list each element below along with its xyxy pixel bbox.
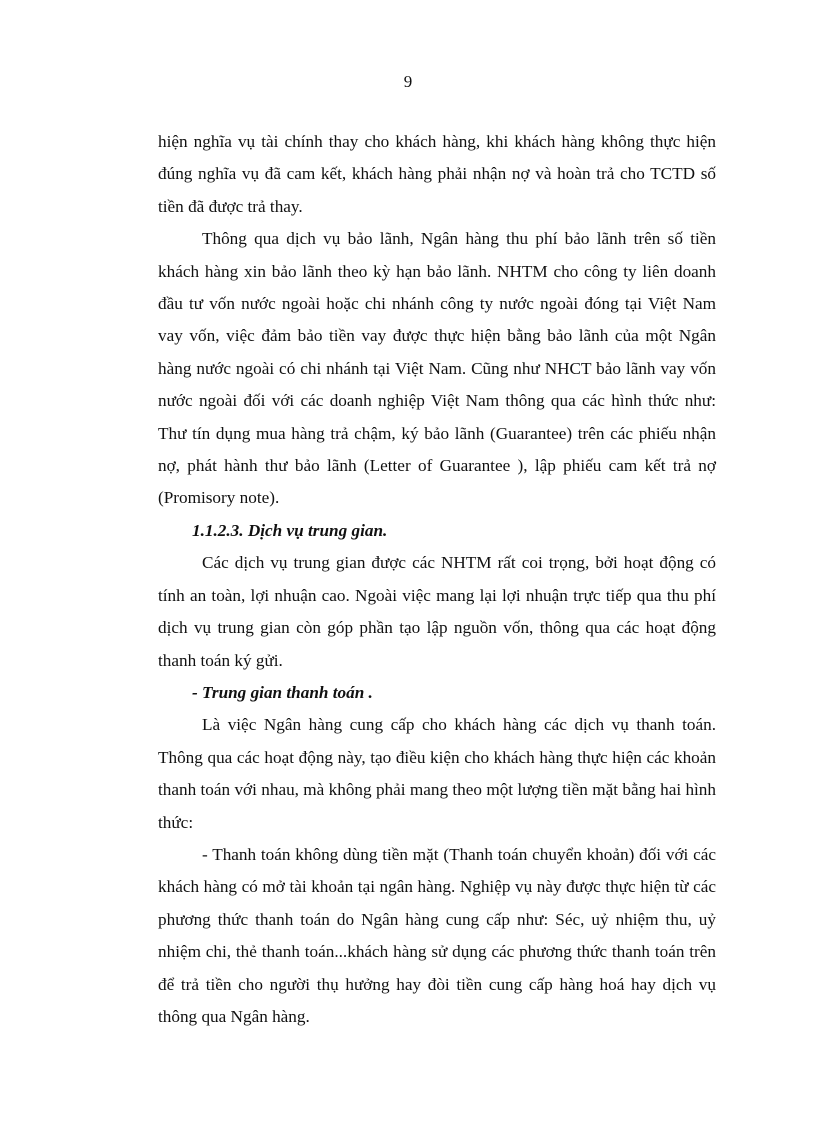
subheading-payment-intermediary: - Trung gian thanh toán . (192, 682, 373, 702)
section-heading-intermediary-services: 1.1.2.3. Dịch vụ trung gian. (192, 520, 388, 540)
paragraph-cashless-payment: - Thanh toán không dùng tiền mặt (Thanh toán chuyển khoản) đối với các khách hàng có mở tài khoản tại ngân hàng. Nghiệp vụ này được thực hiện từ các phương thức thanh toán do Ngân hàng cung cấp như: Séc, uỷ nhiệm thu, uỷ nhiệm chi, thẻ thanh toán...khách hàng sử dụng các phương thức thanh toán trên để trả tiền cho người thụ hưởng hay đòi tiền cung cấp hàng hoá hay dịch vụ thông qua Ngân hàng. (158, 844, 716, 1026)
document-body (158, 126, 716, 1033)
paragraph-guarantee-fees: Thông qua dịch vụ bảo lãnh, Ngân hàng thu phí bảo lãnh trên số tiền khách hàng xin bảo lãnh theo kỳ hạn bảo lãnh. NHTM cho công ty liên doanh đầu tư vốn nước ngoài hoặc chi nhánh công ty nước ngoài đóng tại Việt Nam vay vốn, việc đảm bảo tiền vay được thực hiện bằng bảo lãnh của một Ngân hàng nước ngoài có chi nhánh tại Việt Nam. Cũng như NHCT bảo lãnh vay vốn nước ngoài đối với các doanh nghiệp Việt Nam thông qua các hình thức như: Thư tín dụng mua hàng trả chậm, ký bảo lãnh (Guarantee) trên các phiếu nhận nợ, phát hành thư bảo lãnh (Letter of Guarantee ), lập phiếu cam kết trả nợ (Promisory note). (158, 229, 716, 508)
paragraph-payment-intermediary: Là việc Ngân hàng cung cấp cho khách hàng các dịch vụ thanh toán. Thông qua các hoạt động này, tạo điều kiện cho khách hàng thực hiện các khoản thanh toán với nhau, mà không phải mang theo một lượng tiền mặt bằng hai hình thức: (158, 715, 716, 832)
paragraph-guarantee-continued: hiện nghĩa vụ tài chính thay cho khách hàng, khi khách hàng không thực hiện đúng nghĩa vụ đã cam kết, khách hàng phải nhận nợ và hoàn trả cho TCTD số tiền đã được trả thay. (158, 132, 716, 216)
paragraph-intermediary-services: Các dịch vụ trung gian được các NHTM rất coi trọng, bởi hoạt động có tính an toàn, lợi nhuận cao. Ngoài việc mang lại lợi nhuận trực tiếp qua thu phí dịch vụ trung gian còn góp phần tạo lập nguồn vốn, thông qua các hoạt động thanh toán ký gửi. (158, 553, 716, 670)
page-number: 9 (403, 72, 413, 91)
